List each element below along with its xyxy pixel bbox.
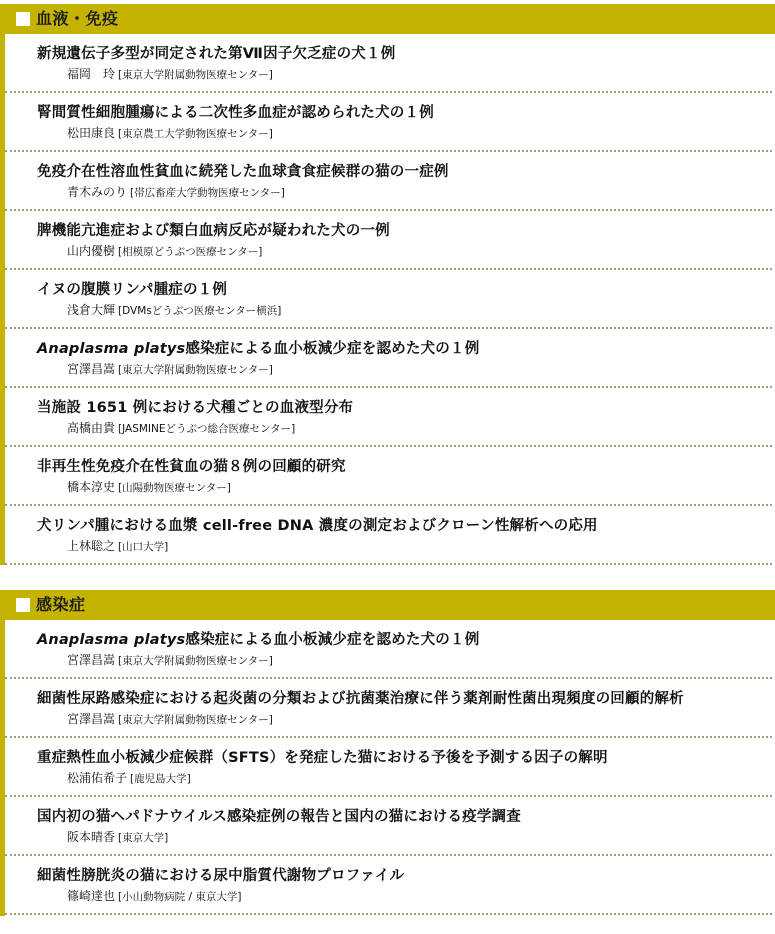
section-header [0, 590, 775, 620]
list-item [5, 211, 775, 270]
author-name: 松田康良 [67, 126, 116, 140]
author-affiliation: [東京大学附属動物医療センター] [118, 714, 273, 726]
author-name: 宮澤昌嵩 [67, 712, 116, 726]
entry-title-text: 犬リンパ腫における血漿 cell-free DNA 濃度の測定およびクローン性解析への応用 [37, 518, 598, 534]
list-item [5, 93, 775, 152]
entry-title [37, 339, 479, 359]
entry-title [37, 44, 395, 64]
section-blood-immunity [0, 4, 775, 565]
entry-title [37, 516, 598, 536]
entry-byline [67, 243, 262, 260]
author-affiliation: [山陽動物医療センター] [118, 482, 231, 494]
entry-title [37, 280, 227, 300]
entry-title-species: Anaplasma platys [37, 632, 186, 648]
entry-title-text: 免疫介在性溶血性貧血に続発した血球貪食症候群の猫の一症例 [37, 164, 449, 180]
section-body [0, 34, 775, 565]
dotted-divider [5, 563, 772, 565]
list-item [5, 388, 775, 447]
author-name: 篠崎達也 [67, 889, 116, 903]
author-affiliation: [東京農工大学動物医療センター] [118, 128, 273, 140]
entry-byline [67, 302, 281, 319]
author-name: 高橋由貴 [67, 421, 116, 435]
author-affiliation: [帯広畜産大学動物医療センター] [130, 187, 285, 199]
list-item [5, 856, 775, 915]
list-item [5, 152, 775, 211]
entry-title [37, 866, 404, 886]
entry-title [37, 103, 434, 123]
entry-title [37, 807, 521, 827]
author-name: 浅倉大輝 [67, 303, 116, 317]
list-item [5, 506, 775, 565]
list-item [5, 270, 775, 329]
author-name: 青木みのり [67, 185, 128, 199]
list-item [5, 797, 775, 856]
entry-title-text: イヌの腹膜リンパ腫症の１例 [37, 282, 228, 298]
entry-title-text: 腎間質性細胞腫瘍による二次性多血症が認められた犬の１例 [37, 105, 434, 121]
section-body [0, 620, 775, 916]
author-affiliation: [東京大学附属動物医療センター] [118, 364, 273, 376]
author-name: 上林聡之 [67, 539, 116, 553]
entry-title [37, 398, 353, 418]
square-bullet-icon [16, 598, 30, 612]
entry-title-text: 重症熱性血小板減少症候群（SFTS）を発症した猫における予後を予測する因子の解明 [37, 750, 608, 766]
entry-title [37, 162, 449, 182]
entry-title-text: 細菌性尿路感染症における起炎菌の分類および抗菌薬治療に伴う薬剤耐性菌出現頻度の回顧的解析 [37, 691, 684, 707]
author-name: 宮澤昌嵩 [67, 362, 116, 376]
entry-title [37, 457, 346, 477]
entry-byline [67, 538, 168, 555]
author-name: 宮澤昌嵩 [67, 653, 116, 667]
author-affiliation: [東京大学] [118, 832, 169, 844]
entry-byline [67, 361, 273, 378]
list-item [5, 447, 775, 506]
section-header [0, 4, 775, 34]
entry-title-species: Anaplasma platys [37, 341, 186, 357]
section-title: 血液・免疫 [36, 9, 119, 28]
author-affiliation: [DVMsどうぶつ医療センター横浜] [118, 305, 282, 317]
author-name: 松浦佑希子 [67, 771, 128, 785]
list-item [5, 329, 775, 388]
author-affiliation: [相模原どうぶつ医療センター] [118, 246, 263, 258]
author-affiliation: [JASMINEどうぶつ総合医療センター] [118, 423, 296, 435]
entry-title-text: 脾機能亢進症および類白血病反応が疑われた犬の一例 [37, 223, 390, 239]
entry-title [37, 221, 390, 241]
author-name: 山内優樹 [67, 244, 116, 258]
author-affiliation: [小山動物病院 / 東京大学] [118, 891, 242, 903]
entry-byline [67, 184, 285, 201]
entry-byline [67, 125, 273, 142]
list-item [5, 679, 775, 738]
entry-byline [67, 770, 191, 787]
list-item [5, 620, 775, 679]
entry-title-text: 非再生性免疫介在性貧血の猫８例の回顧的研究 [37, 459, 346, 475]
author-affiliation: [山口大学] [118, 541, 169, 553]
author-name: 福岡 玲 [67, 67, 116, 81]
entry-title-text: 感染症による血小板減少症を認めた犬の１例 [185, 632, 480, 648]
author-name: 阪本晴香 [67, 830, 116, 844]
section-title: 感染症 [36, 595, 86, 614]
entry-byline [67, 711, 273, 728]
entry-byline [67, 66, 273, 83]
entry-title-text: 当施設 1651 例における犬種ごとの血液型分布 [37, 400, 354, 416]
section-infection [0, 590, 775, 916]
square-bullet-icon [16, 12, 30, 26]
entry-byline [67, 420, 295, 437]
author-name: 橋本淳史 [67, 480, 116, 494]
entry-title [37, 748, 608, 768]
entry-title-text: 新規遺伝子多型が同定された第Ⅶ因子欠乏症の犬１例 [37, 46, 396, 62]
author-affiliation: [東京大学附属動物医療センター] [118, 69, 273, 81]
list-item [5, 738, 775, 797]
list-item [5, 34, 775, 93]
entry-byline [67, 479, 231, 496]
author-affiliation: [鹿児島大学] [130, 773, 191, 785]
entry-byline [67, 652, 273, 669]
entry-title-text: 細菌性膀胱炎の猫における尿中脂質代謝物プロファイル [37, 868, 405, 884]
entry-title [37, 689, 684, 709]
entry-title-text: 感染症による血小板減少症を認めた犬の１例 [185, 341, 480, 357]
entry-title-text: 国内初の猫ヘパドナウイルス感染症例の報告と国内の猫における疫学調査 [37, 809, 521, 825]
entry-byline [67, 888, 241, 905]
author-affiliation: [東京大学附属動物医療センター] [118, 655, 273, 667]
entry-title [37, 630, 479, 650]
dotted-divider [5, 913, 772, 915]
entry-byline [67, 829, 168, 846]
